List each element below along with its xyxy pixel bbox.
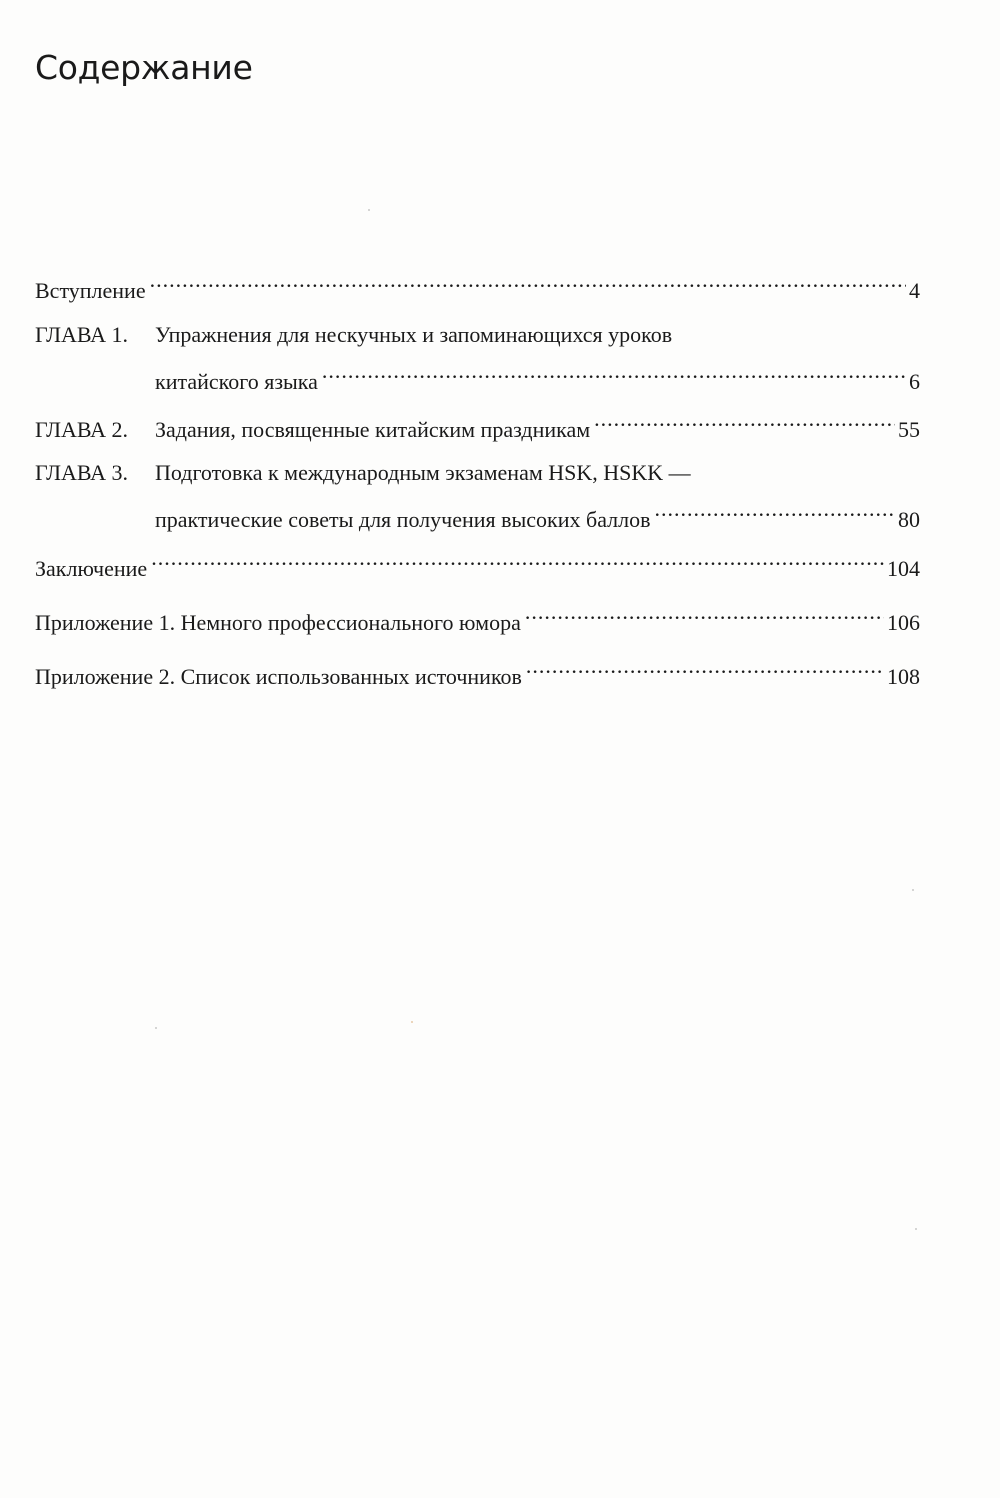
dot-leader xyxy=(150,262,906,298)
chapter-label: ГЛАВА 2. xyxy=(35,417,129,442)
toc-line xyxy=(35,317,920,353)
toc-entry-title-continued: китайского языка xyxy=(155,369,318,394)
chapter-label: ГЛАВА 1. xyxy=(35,322,129,347)
toc-entry-title: Заключение xyxy=(35,556,148,581)
paper-speck xyxy=(915,1228,917,1230)
toc-entry-appendix-1[interactable] xyxy=(35,594,920,635)
toc-entry-title: Подготовка к международным экзаменам HSK, HSKK — xyxy=(155,460,691,485)
toc-page-number: 55 xyxy=(898,417,920,442)
toc-page-number: 80 xyxy=(898,507,920,532)
toc-line xyxy=(35,401,920,442)
toc-entry-chapter-2[interactable] xyxy=(35,401,920,442)
dot-leader xyxy=(655,491,895,527)
toc-entry-title: Приложение 1. Немного профессионального юмора xyxy=(35,610,521,635)
dot-leader xyxy=(594,401,895,437)
toc-line xyxy=(35,455,920,491)
chapter-label: ГЛАВА 3. xyxy=(35,460,129,485)
dot-leader xyxy=(525,594,884,630)
toc-line xyxy=(35,262,920,303)
paper-speck xyxy=(368,209,370,211)
toc-page-number: 6 xyxy=(909,369,920,394)
page-title: Содержание xyxy=(35,48,253,87)
toc-line xyxy=(35,491,920,532)
paper-speck xyxy=(411,1021,413,1023)
toc-entry-title: Приложение 2. Список использованных источников xyxy=(35,664,522,689)
paper-speck xyxy=(912,889,914,891)
dot-leader xyxy=(322,353,906,389)
toc-entry-chapter-1[interactable] xyxy=(35,317,920,394)
toc-entry-title-continued: практические советы для получения высоких баллов xyxy=(155,507,651,532)
toc-line xyxy=(35,594,920,635)
toc-page-number: 108 xyxy=(887,664,920,689)
toc-page-number: 106 xyxy=(887,610,920,635)
toc-line xyxy=(35,353,920,394)
toc-entry-title: Упражнения для нескучных и запоминающихся уроков xyxy=(155,322,673,347)
toc-line xyxy=(35,648,920,689)
toc-entry-intro[interactable] xyxy=(35,262,920,303)
toc-page-number: 104 xyxy=(887,556,920,581)
toc-entry-conclusion[interactable] xyxy=(35,540,920,581)
toc-page-number: 4 xyxy=(909,278,920,303)
toc-entry-title: Задания, посвященные китайским праздникам xyxy=(155,417,591,442)
dot-leader xyxy=(526,648,884,684)
paper-speck xyxy=(155,1027,157,1029)
dot-leader xyxy=(151,540,884,576)
toc-entry-title: Вступление xyxy=(35,278,146,303)
toc-line xyxy=(35,540,920,581)
toc-entry-chapter-3[interactable] xyxy=(35,455,920,532)
toc-entry-appendix-2[interactable] xyxy=(35,648,920,689)
